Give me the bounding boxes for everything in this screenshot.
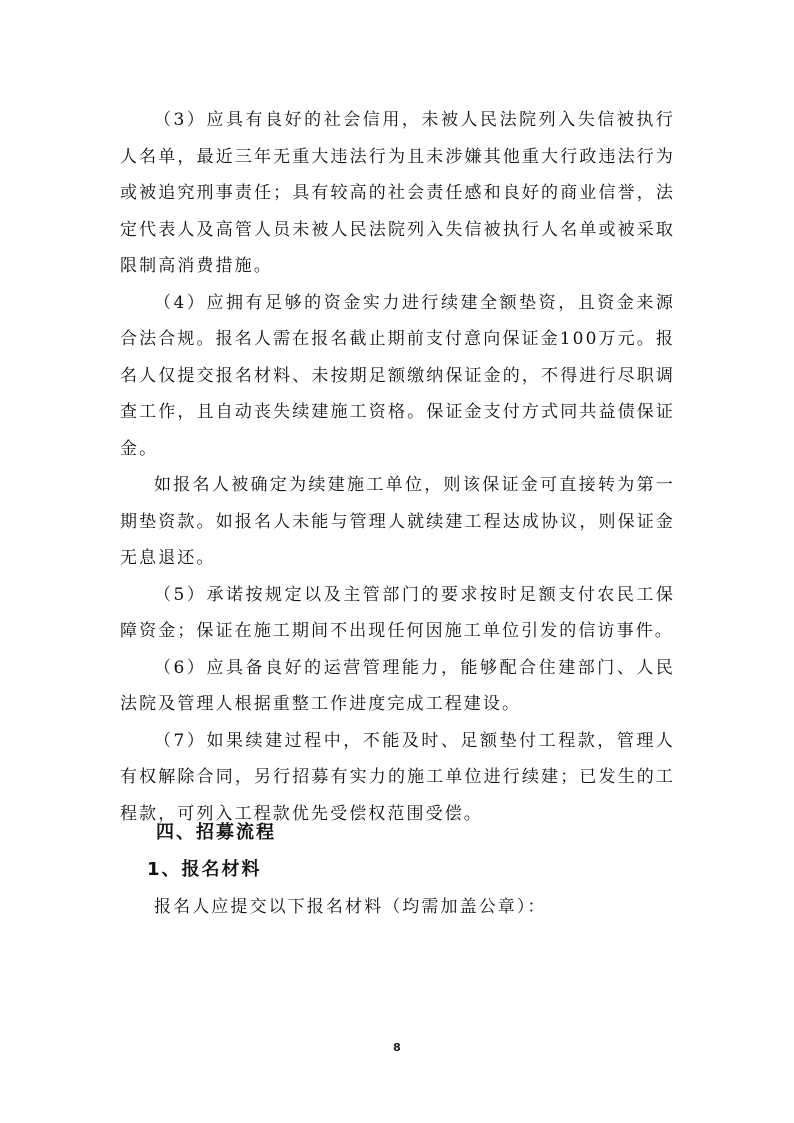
- paragraph-management-capability: （6）应具备良好的运营管理能力，能够配合住建部门、人民法院及管理人根据重整工作进度完成工程建设。: [120, 657, 675, 714]
- section-heading: 四、招募流程: [156, 822, 276, 843]
- sub-heading: 1、报名材料: [147, 859, 262, 880]
- paragraph-wage-guarantee: （5）承诺按规定以及主管部门的要求按时足额支付农民工保障资金；保证在施工期间不出现任何因施工单位引发的信访事件。: [120, 584, 675, 641]
- paragraph-contract-termination: （7）如果续建过程中，不能及时、足额垫付工程款，管理人有权解除合同，另行招募有实力的施工单位进行续建；已发生的工程款，可列入工程款优先受偿权范围受偿。: [120, 730, 675, 824]
- paragraph-credit-requirement: （3）应具有良好的社会信用，未被人民法院列入失信被执行人名单，最近三年无重大违法行为且未涉嫌其他重大行政违法行为或被追究刑事责任；具有较高的社会责任感和良好的商业信誉，法定代表人及高管人员未被人民法院列入失信被执行人名单或被采取限制高消费措施。: [120, 110, 675, 276]
- page-number: 8: [393, 1041, 401, 1054]
- paragraph-funding-requirement: （4）应拥有足够的资金实力进行续建全额垫资，且资金来源合法合规。报名人需在报名截止期前支付意向保证金100万元。报名人仅提交报名材料、未按期足额缴纳保证金的，不得进行尽职调查工作，且自动丧失续建施工资格。保证金支付方式同共益债保证金。: [120, 292, 675, 459]
- materials-intro: 报名人应提交以下报名材料（均需加盖公章）：: [154, 897, 547, 917]
- paragraph-deposit-conversion: 如报名人被确定为续建施工单位，则该保证金可直接转为第一期垫资款。如报名人未能与管理人就续建工程达成协议，则保证金无息退还。: [120, 475, 675, 568]
- requirements-body: [120, 102, 675, 832]
